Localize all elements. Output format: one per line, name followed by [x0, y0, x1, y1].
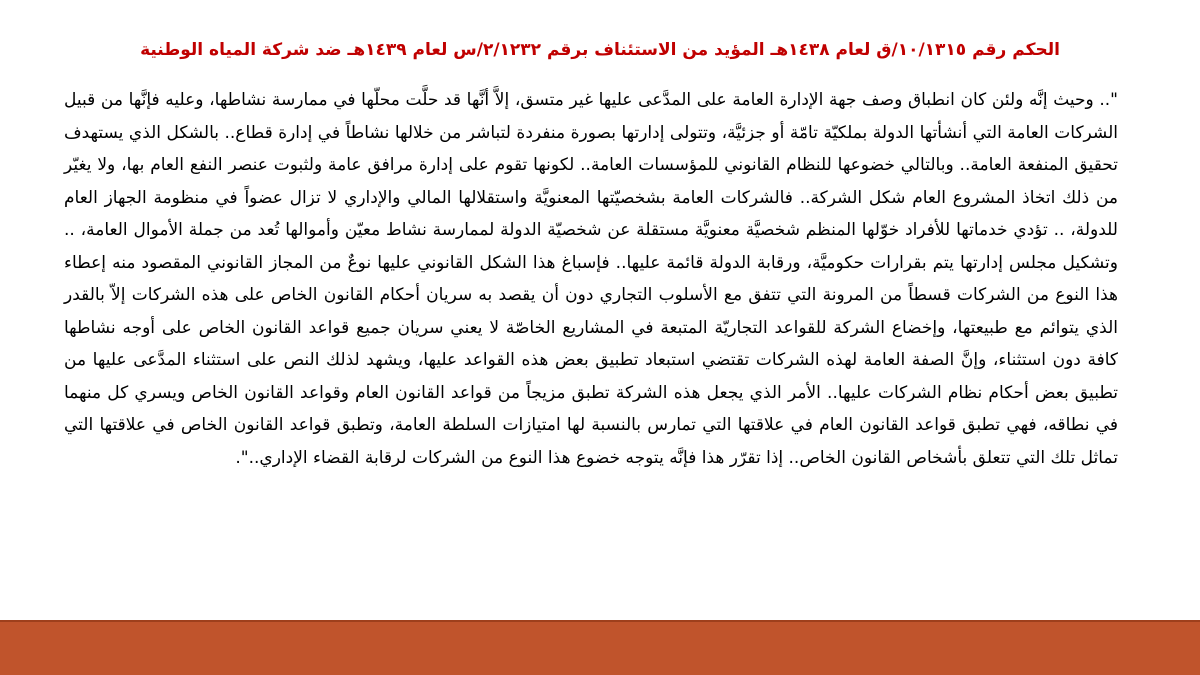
quoted-judgment-text: ".. وحيث إنَّه ولئن كان انطباق وصف جهة الإدارة العامة على المدَّعى عليها غير متسق، إلاَّ أنَّها قد حلَّت محلّها في ممارسة نشاطها، وعليه فإنَّها من قبيل الشركات العامة التي أنشأتها الدولة بملكيّة تامّة أو جزئيَّة، وتتولى إدارتها بصورة منفردة لتباشر من خلالها نشاطاً في إدارة قطاع.. بالشكل الذي يستهدف تحقيق المنفعة العامة.. وبالتالي خضوعها للنظام القانوني للمؤسسات العامة.. لكونها تقوم على إدارة مرافق عامة ولثبوت عنصر النفع العام بها، ولا يغيّر من ذلك اتخاذ المشروع العام شكل الشركة.. فالشركات العامة بشخصيّتها المعنويَّة واستقلالها المالي والإداري لا تزال عضواً في منظومة الجهاز العام للدولة، .. تؤدي خدماتها للأفراد خوّلها المنظم شخصيَّة معنويَّة مستقلة عن شخصيّة الدولة لممارسة نشاط معيّن وأموالها تُعد من جملة الأموال العامة، .. وتشكيل مجلس إدارتها يتم بقرارات حكوميَّة، ورقابة الدولة قائمة عليها.. فإسباغ هذا الشكل القانوني عليها نوعٌ من المجاز القانوني المقصود منه إعطاء هذا النوع من الشركات قسطاً من المرونة التي تتفق مع الأسلوب التجاري دون أن يقصد به سريان أحكام القانون الخاص على هذه الشركات إلاّ بالقدر الذي يتوائم مع طبيعتها، وإخضاع الشركة للقواعد التجاريّة المتبعة في المشاريع الخاصّة لا يعني سريان جميع قواعد القانون الخاص على أوجه نشاطها كافة دون استثناء، وإنَّ الصفة العامة لهذه الشركات تقتضي استبعاد تطبيق بعض هذه القواعد عليها، ويشهد لذلك النص على استثناء المدَّعى عليها من تطبيق بعض أحكام نظام الشركات عليها.. الأمر الذي يجعل هذه الشركة تطبق مزيجاً من قواعد القانون العام وقواعد القانون الخاص ويسري كل منهما في نطاقه، فهي تطبق قواعد القانون العام في علاقتها التي تمارس بالنسبة لها امتيازات السلطة العامة، وتطبق قواعد القانون الخاص في علاقتها التي تماثل تلك التي تتعلق بأشخاص القانون الخاص.. إذا تقرّر هذا فإنَّه يتوجه خضوع هذا النوع من الشركات لرقابة القضاء الإداري..". — [64, 90, 1118, 468]
slide-title: الحكم رقم ١٠/١٣١٥/ق لعام ١٤٣٨هـ المؤيد من الاستئناف برقم ٢/١٢٣٢/س لعام ١٤٣٩هـ ضد شركة المياه الوطنية — [140, 40, 1060, 60]
footer-divider — [0, 620, 1200, 622]
footer-bar — [0, 620, 1200, 675]
